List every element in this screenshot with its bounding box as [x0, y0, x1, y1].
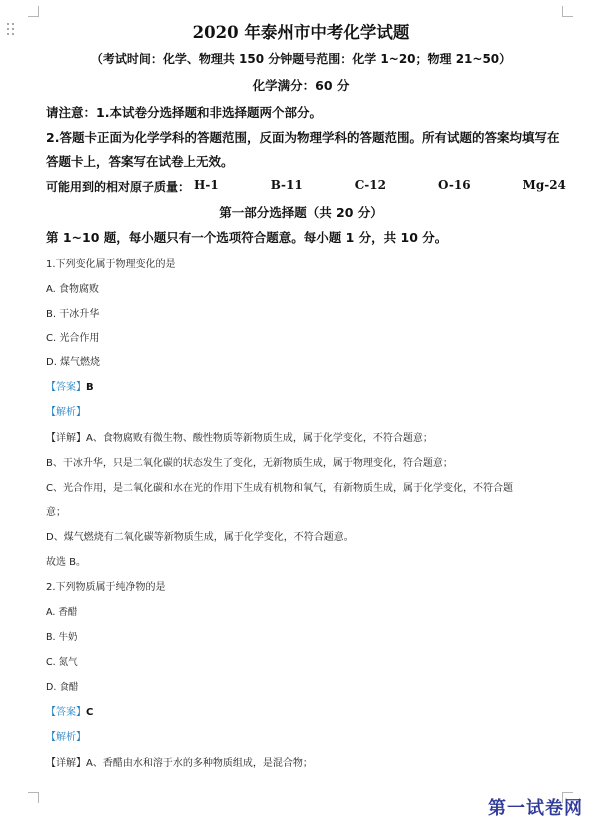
page-corner-mark: [28, 792, 39, 803]
detail-tag: 【详解】: [46, 433, 86, 444]
page-corner-mark: [562, 6, 573, 17]
q2-analysis-tag: 【解析】: [46, 732, 86, 743]
drag-handle-icon[interactable]: [7, 23, 17, 39]
q1-detail-line: 意；: [46, 507, 66, 518]
atomic-mass-item: B-11: [270, 178, 303, 192]
q1-detail-line: [46, 429, 433, 444]
q1-option-a: A. 食物腐败: [46, 284, 100, 295]
atomic-mass-item: C-12: [354, 178, 386, 192]
answer-tag: 【答案】: [46, 382, 86, 393]
question-1-stem: 1.下列变化属于物理变化的是: [46, 259, 176, 270]
q2-answer: [46, 703, 93, 718]
page-corner-mark: [28, 6, 39, 17]
q1-answer: [46, 378, 94, 393]
atomic-mass-item: H-1: [194, 178, 219, 192]
atomic-masses: [46, 178, 566, 195]
answer-value: C: [86, 707, 94, 718]
detail-text: A、食物腐败有微生物、酸性物质等新物质生成，属于化学变化，不符合题意；: [86, 433, 433, 444]
note-1: 请注意：1.本试卷分选择题和非选择题两个部分。: [46, 105, 322, 120]
q1-conclusion: 故选 B。: [46, 557, 87, 568]
atomic-masses-label: 可能用到的相对原子质量：: [46, 180, 191, 194]
q2-detail-line: [46, 754, 313, 769]
detail-tag: 【详解】: [46, 758, 86, 769]
q1-option-d: D. 煤气燃烧: [46, 357, 101, 368]
section-title: 第一部分选择题（共 20 分）: [219, 205, 383, 220]
q2-option-d: D. 食醋: [46, 682, 79, 693]
exam-title: 2020 年泰州市中考化学试题: [192, 23, 410, 42]
q1-option-c: C. 光合作用: [46, 333, 100, 344]
q2-option-c: C. 氮气: [46, 657, 78, 668]
site-watermark-logo: 第一试卷网: [488, 798, 583, 819]
q2-option-a: A. 香醋: [46, 607, 78, 618]
q1-option-b: B. 干冰升华: [46, 309, 100, 320]
detail-text: A、香醋由水和溶于水的多种物质组成，是混合物；: [86, 758, 313, 769]
atomic-mass-item: Mg-24: [522, 178, 566, 192]
answer-value: B: [86, 382, 94, 393]
note-2-line-1: 2.答题卡正面为化学学科的答题范围，反面为物理学科的答题范围。所有试题的答案均填写在: [46, 130, 560, 145]
question-2-stem: 2.下列物质属于纯净物的是: [46, 582, 166, 593]
note-2-line-2: 答题卡上，答案写在试卷上无效。: [46, 154, 234, 169]
exam-info: （考试时间：化学、物理共 150 分钟题号范围：化学 1~20；物理 21~50）: [90, 52, 512, 66]
q1-detail-line: B、干冰升华，只是二氧化碳的状态发生了变化，无新物质生成，属于物理变化，符合题意；: [46, 458, 453, 469]
answer-tag: 【答案】: [46, 707, 86, 718]
atomic-mass-item: O-16: [437, 178, 471, 192]
q2-option-b: B. 牛奶: [46, 632, 78, 643]
full-score: 化学满分：60 分: [252, 78, 350, 93]
section-instruction: 第 1~10 题，每小题只有一个选项符合题意。每小题 1 分，共 10 分。: [46, 230, 448, 245]
q1-detail-line: C、光合作用，是二氧化碳和水在光的作用下生成有机物和氧气，有新物质生成，属于化学变化，不符合题: [46, 483, 513, 494]
q1-analysis-tag: 【解析】: [46, 407, 86, 418]
q1-detail-line: D、煤气燃烧有二氧化碳等新物质生成，属于化学变化，不符合题意。: [46, 532, 354, 543]
